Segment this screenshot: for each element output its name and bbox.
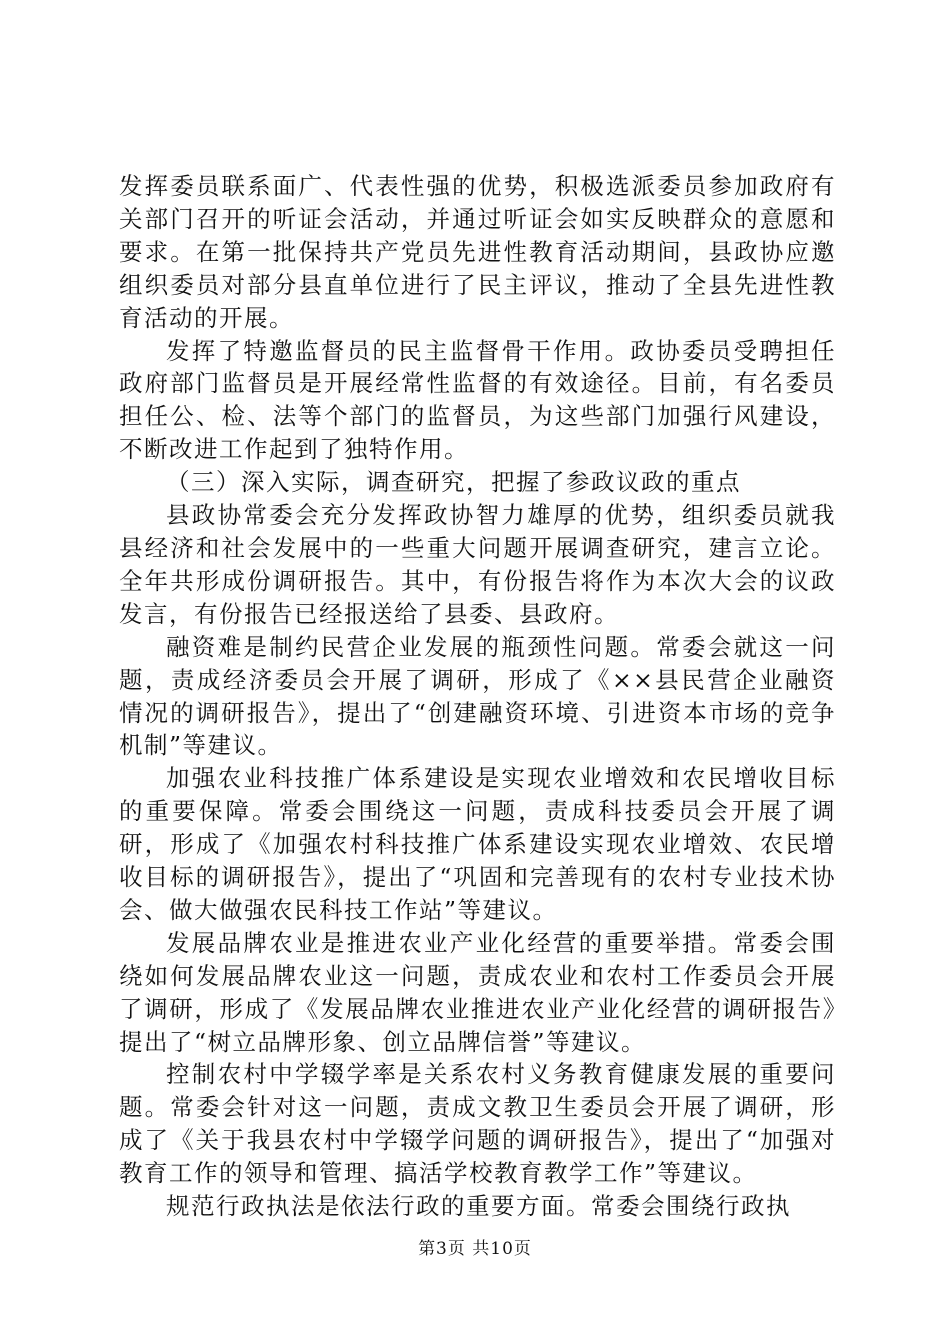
paragraph-financing: 融资难是制约民营企业发展的瓶颈性问题。常委会就这一问题，责成经济委员会开展了调研，形成了《××县民营企业融资情况的调研报告》，提出了“创建融资环境、引进资本市场的竞争机制”等建议。 [119, 632, 836, 760]
section-heading-3: （三）深入实际，调查研究，把握了参政议政的重点 [166, 468, 741, 497]
paragraph-continuation: 发挥委员联系面广、代表性强的优势，积极选派委员参加政府有关部门召开的听证会活动，并通过听证会如实反映群众的意愿和要求。在第一批保持共产党员先进性教育活动期间，县政协应邀组织委员对部分县直单位进行了民主评议，推动了全县先进性教育活动的开展。 [119, 172, 836, 332]
paragraph-brand-agriculture: 发展品牌农业是推进农业产业化经营的重要举措。常委会围绕如何发展品牌农业这一问题，责成农业和农村工作委员会开展了调研，形成了《发展品牌农业推进农业产业化经营的调研报告》提出了“树立品牌形象、创立品牌信誉”等建议。 [119, 928, 836, 1056]
paragraph-supervisors: 发挥了特邀监督员的民主监督骨干作用。政协委员受聘担任政府部门监督员是开展经常性监督的有效途径。目前，有名委员担任公、检、法等个部门的监督员，为这些部门加强行风建设，不断改进工作起到了独特作用。 [119, 336, 836, 464]
paragraph-agri-tech: 加强农业科技推广体系建设是实现农业增效和农民增收目标的重要保障。常委会围绕这一问题，责成科技委员会开展了调研，形成了《加强农村科技推广体系建设实现农业增效、农民增收目标的调研报告》，提出了“巩固和完善现有的农村专业技术协会、做大做强农民科技工作站”等建议。 [119, 764, 836, 924]
paragraph-law-enforcement: 规范行政执法是依法行政的重要方面。常委会围绕行政执 [166, 1192, 791, 1221]
document-body [119, 170, 836, 1223]
page-footer: 第3页 共10页 [418, 1239, 532, 1259]
paragraph-research-overview: 县政协常委会充分发挥政协智力雄厚的优势，组织委员就我县经济和社会发展中的一些重大问题开展调查研究，建言立论。全年共形成份调研报告。其中，有份报告将作为本次大会的议政发言，有份报告已经报送给了县委、县政府。 [119, 501, 836, 628]
paragraph-dropout: 控制农村中学辍学率是关系农村义务教育健康发展的重要问题。常委会针对这一问题，责成文教卫生委员会开展了调研，形成了《关于我县农村中学辍学问题的调研报告》，提出了“加强对教育工作的领导和管理、搞活学校教育教学工作”等建议。 [119, 1060, 836, 1188]
